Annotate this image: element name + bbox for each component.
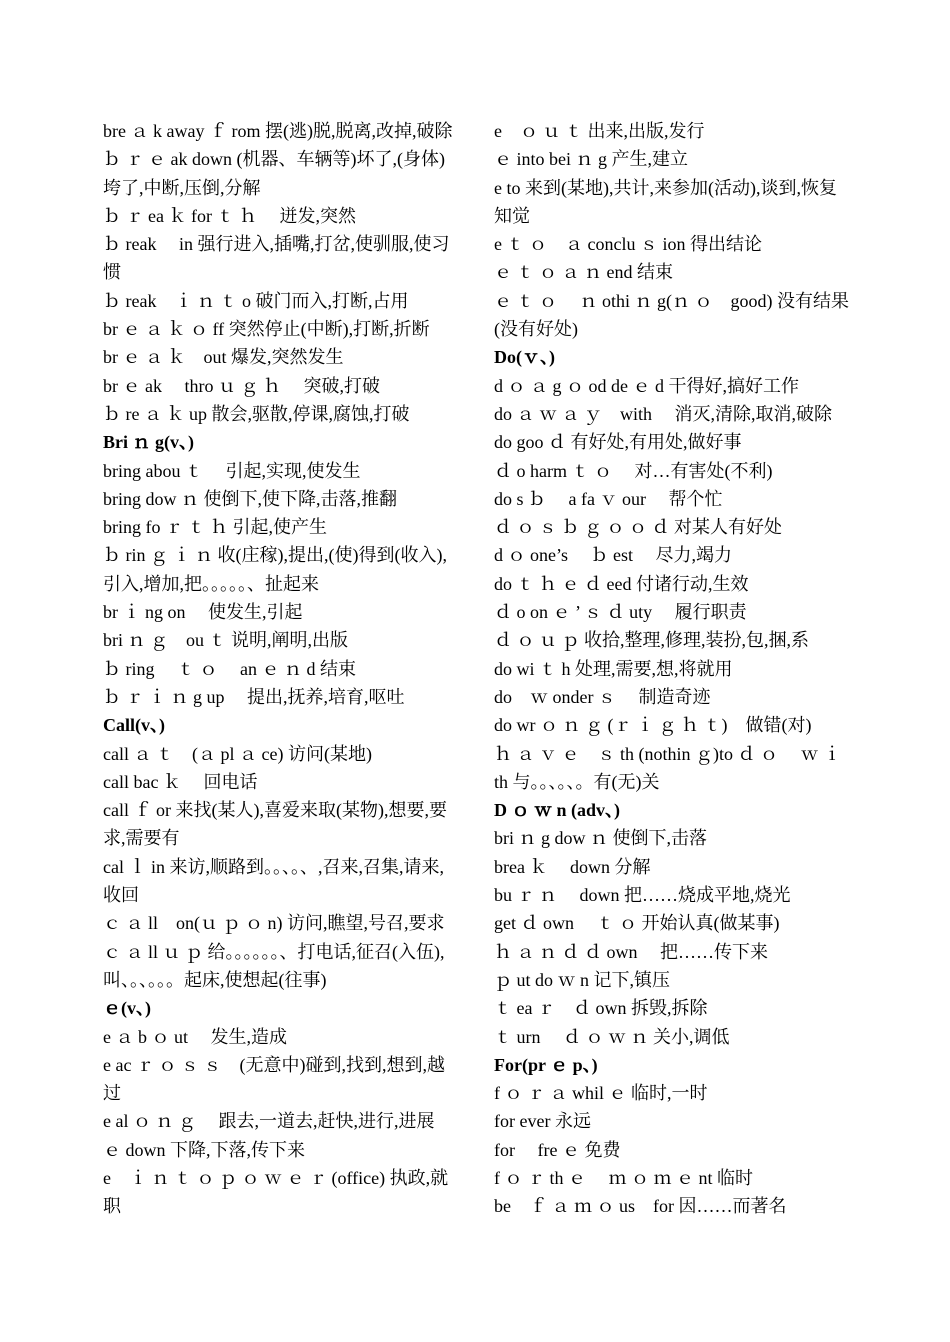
phrase-entry: bring fo ｒ ｔ ｈ 引起,使产生 xyxy=(103,517,327,538)
phrase-entry: bring abou ｔ 引起,实现,使发生 xyxy=(103,460,361,481)
phrase-entry: ｂ reak ｉ ｎ ｔ o 破门而入,打断,占用 xyxy=(103,290,409,311)
phrase-entry: ｂ ｒ ea ｋ for ｔ ｈ 迸发,突然 xyxy=(103,205,356,226)
phrase-entry: ｈ ａ ｖ ｅ ｓ th (nothin ｇ)to ｄ ｏ ｗ ｉ th 与。。、。、。有(无)关 xyxy=(494,743,841,792)
phrase-entry: ｂ ring ｔ ｏ an ｅ ｎ d 结束 xyxy=(103,658,356,679)
phrase-entry: ｐ ut do ｗ n 记下,镇压 xyxy=(494,969,671,990)
phrase-entry: ｈ ａ ｎ ｄ ｄ own 把……传下来 xyxy=(494,941,768,962)
phrase-entry: call ｆ or 来找(某人),喜爱来取(某物),想要,要求,需要有 xyxy=(103,800,447,849)
phrase-entry: e ｔ ｏ ａ conclu ｓ ion 得出结论 xyxy=(494,234,762,255)
phrase-entry: call bac ｋ 回电话 xyxy=(103,771,258,792)
phrase-entry: f ｏ ｒ ａ whil ｅ 临时,一时 xyxy=(494,1083,708,1104)
phrase-entry: ｅ ｔ ｏ ｎ othi ｎ g(ｎ ｏ good) 没有结果(没有好处) xyxy=(494,290,849,340)
phrase-entry: bu ｒ ｎ down 把……烧成平地,烧光 xyxy=(494,885,791,906)
left-column xyxy=(103,117,459,1221)
phrase-entry: ｃ ａ ll ｕ ｐ 给。。。。。。、打电话,征召(入伍),叫、。、。。。起床,使想起(往事) xyxy=(103,941,445,990)
phrase-entry: ｃ ａ ll on(ｕ ｐ ｏ n) 访问,瞧望,号召,要求 xyxy=(103,913,445,934)
phrase-entry: ｂ re ａ ｋ up 散会,驱散,停课,腐蚀,打破 xyxy=(103,403,410,424)
phrase-entry: bri ｎ ｇ ou ｔ 说明,阐明,出版 xyxy=(103,630,348,651)
section-heading: For(pr ｅ p、) xyxy=(494,1054,598,1075)
phrase-entry: ｄ ｏ ｕ ｐ 收拾,整理,修理,装扮,包,捆,系 xyxy=(494,630,809,651)
phrase-entry: bre ａ k away ｆ rom 摆(逃)脱,脱离,改掉,破除 xyxy=(103,121,453,141)
phrase-entry: ｂ rin ｇ ｉ ｎ 收(庄稼),提出,(使)得到(收入),引入,增加,把。。。。。、扯起来 xyxy=(103,545,447,594)
phrase-entry: do ｗ onder ｓ 制造奇迹 xyxy=(494,686,711,707)
phrase-entry: br ｉ ng on 使发生,引起 xyxy=(103,602,303,623)
phrase-entry: e ac ｒ ｏ ｓ ｓ (无意中)碰到,找到,想到,越过 xyxy=(103,1054,445,1104)
phrase-entry: ｔ urn ｄ ｏ ｗ ｎ 关小,调低 xyxy=(494,1026,730,1047)
phrase-entry: be ｆ ａ ｍ ｏ us for 因……而著名 xyxy=(494,1196,787,1217)
phrase-entry: e to 来到(某地),共计,来参加(活动),谈到,恢复知觉 xyxy=(494,177,837,226)
phrase-entry: ｔ ea ｒ ｄ own 拆毁,拆除 xyxy=(494,998,708,1019)
phrase-entry: get ｄ own ｔ ｏ 开始认真(做某事) xyxy=(494,913,780,934)
phrase-entry: e ｉ ｎ ｔ ｏ ｐ ｏ ｗ ｅ ｒ (office) 执政,就职 xyxy=(103,1167,449,1217)
section-heading: Do(ｖ、) xyxy=(494,347,555,368)
phrase-entry: ｄ o on ｅ ’ ｓ ｄ uty 履行职责 xyxy=(494,602,747,623)
phrase-entry: bri ｎ g dow ｎ 使倒下,击落 xyxy=(494,828,707,849)
phrase-entry: do wi ｔ h 处理,需要,想,将就用 xyxy=(494,658,733,679)
phrase-entry: ｄ o harm ｔ ｏ 对…有害处(不利) xyxy=(494,460,773,481)
phrase-entry: cal ｌ in 来访,顺路到。。、。、,召来,召集,请来,收回 xyxy=(103,856,444,906)
phrase-entry: e ｏ ｕ ｔ 出来,出版,发行 xyxy=(494,121,705,141)
phrase-entry: for fre ｅ 免费 xyxy=(494,1139,621,1160)
phrase-entry: br ｅ ａ ｋ out 爆发,突然发生 xyxy=(103,347,344,368)
phrase-entry: do wr ｏ ｎ ｇ (ｒ ｉ ｇ ｈ ｔ) 做错(对) xyxy=(494,715,812,736)
phrase-entry: br ｅ ak thro ｕ ｇ ｈ 突破,打破 xyxy=(103,375,380,396)
phrase-entry: brea ｋ down 分解 xyxy=(494,856,651,877)
phrase-entry: d ｏ one’s ｂ est 尽力,竭力 xyxy=(494,545,732,566)
phrase-entry: f ｏ ｒ th ｅ ｍ ｏ ｍ ｅ nt 临时 xyxy=(494,1167,753,1188)
right-column xyxy=(494,117,850,1221)
phrase-entry: d ｏ ａ g ｏ od de ｅ d 干得好,搞好工作 xyxy=(494,375,799,396)
phrase-entry: do s ｂ a fa ｖ our 帮个忙 xyxy=(494,488,723,509)
phrase-entry: bring dow ｎ 使倒下,使下降,击落,推翻 xyxy=(103,488,397,509)
phrase-entry: for ever 永远 xyxy=(494,1111,591,1132)
phrase-entry: ｄ ｏ ｓ ｂ ｇ ｏ ｏ ｄ 对某人有好处 xyxy=(494,517,782,538)
section-heading: Call(v、) xyxy=(103,715,165,736)
phrase-entry: ｅ ｔ ｏ ａ ｎ end 结束 xyxy=(494,262,673,283)
section-heading: D ｏ ｗ n (adv、) xyxy=(494,800,621,821)
phrase-entry: ｂ ｒ ｅ ak down (机器、车辆等)坏了,(身体)垮了,中断,压倒,分解 xyxy=(103,149,445,198)
phrase-entry: ｅ down 下降,下落,传下来 xyxy=(103,1139,305,1160)
phrase-entry: ｂ ｒ ｉ ｎ g up 提出,抚养,培育,呕吐 xyxy=(103,686,405,707)
phrase-entry: do goo ｄ 有好处,有用处,做好事 xyxy=(494,432,742,453)
section-heading: Bri ｎ g(v、) xyxy=(103,432,194,453)
phrase-entry: do ａ ｗ ａ ｙ with 消灭,清除,取消,破除 xyxy=(494,403,832,424)
phrase-entry: ｅ into bei ｎ g 产生,建立 xyxy=(494,149,688,170)
phrase-entry: call ａ ｔ (ａ pl ａ ce) 访问(某地) xyxy=(103,743,372,764)
phrase-entry: br ｅ ａ ｋ ｏ ff 突然停止(中断),打断,折断 xyxy=(103,319,430,340)
phrase-entry: ｂ reak in 强行进入,插嘴,打岔,使驯服,使习惯 xyxy=(103,234,450,283)
phrase-entry: do ｔ ｈ ｅ ｄ eed 付诸行动,生效 xyxy=(494,573,749,594)
phrase-entry: e ａ b ｏ ut 发生,造成 xyxy=(103,1026,287,1047)
section-heading: ｅ(v、) xyxy=(103,998,151,1019)
phrase-entry: e al ｏ ｎ ｇ 跟去,一道去,赶快,进行,进展 xyxy=(103,1111,435,1132)
